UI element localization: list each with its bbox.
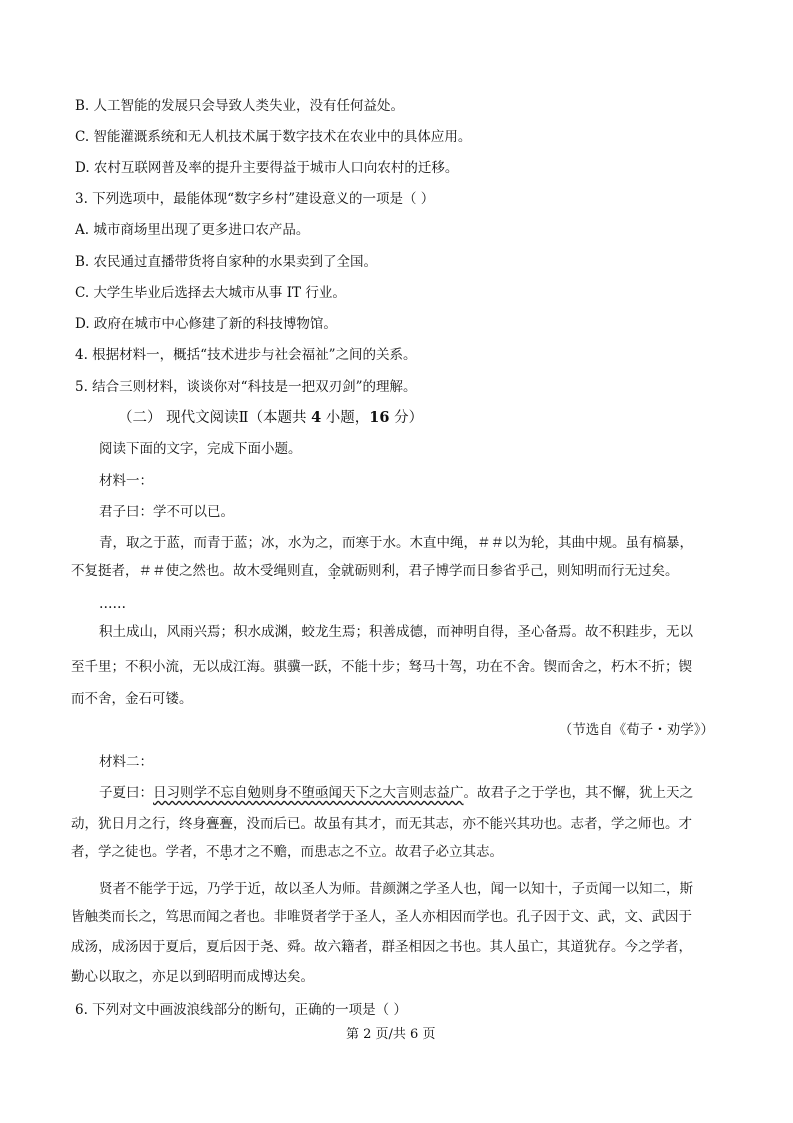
material1-p2-line2 [71, 561, 679, 581]
material1-p3-line1: 积土成山，风雨兴焉；积水成渊，蛟龙生焉；积善成德，而神明自得，圣心备焉。故不积跬步，无以 [99, 624, 693, 640]
section-title-c: 小题， [321, 410, 370, 426]
material2-p1-line3 [71, 842, 503, 862]
material2-p2-line4: 勤心以取之，亦足以到昭明而成博达矣。 [71, 969, 314, 985]
section-title [118, 408, 423, 428]
material1-p3-line2: 至千里；不积小流，无以成江海。骐骥一跃，不能十步；驽马十驾，功在不舍。锲而舍之，朽木不折；锲 [71, 659, 692, 675]
material1-p2-line2b: 就砺则利，君子博学而日参省乎己，则知明而行无过矣。 [341, 563, 679, 579]
question-3-stem: 3. 下列选项中，最能体现“数字乡村”建设意义的一项是（ ） [75, 191, 435, 207]
section-title-score: 16 [369, 409, 390, 426]
material2-p1-line3a: 者，学之徒也。学者，不 [71, 844, 220, 860]
option-q3-b: B. 农民通过直播带货将自家种的水果卖到了全国。 [75, 254, 378, 270]
question-6-stem: 6. 下列对文中画波浪线部分的断句，正确的一项是（ ） [75, 1002, 407, 1018]
emphasis-dot-char: 患 [219, 844, 233, 860]
material2-p2-line3: 成汤，成汤因于夏后，夏后因于尧、舜。故六籍者，群圣相因之书也。其人虽亡，其道犹存。今之学者， [71, 939, 692, 955]
option-q2-d: D. 农村互联网普及率的提升主要得益于城市人口向农村的迁移。 [75, 160, 459, 176]
section-title-count: 4 [311, 409, 322, 426]
material1-p1: 君子曰：学不可以已。 [99, 504, 234, 520]
option-q2-c: C. 智能灌溉系统和无人机技术属于数字技术在农业中的具体应用。 [75, 129, 472, 145]
material2-p1-line1 [99, 783, 693, 803]
wavy-underlined-passage: 日习则学不忘自勉则身不堕亟闻天下之大言则志益广 [153, 785, 464, 801]
emphasis-dot-char: 金 [327, 563, 341, 579]
question-4: 4. 根据材料一，概括“技术进步与社会福祉”之间的关系。 [75, 347, 417, 363]
material1-p2-line2a: 不复挺者，＃＃使之然也。故木受绳则直， [71, 563, 328, 579]
material1-p2-line1: 青，取之于蓝，而青于蓝；冰，水为之，而寒于水。木直中绳，＃＃以为轮，其曲中规。虽有槁暴， [99, 535, 693, 551]
material1-label: 材料一： [99, 473, 153, 489]
section-title-a: （二） 现代文阅读Ⅱ（本题共 [118, 410, 312, 426]
material2-label: 材料二： [99, 754, 153, 770]
section-instruction: 阅读下面的文字，完成下面小题。 [99, 441, 302, 457]
option-q3-c: C. 大学生毕业后选择去大城市从事 IT 行业。 [75, 285, 346, 301]
material2-p2-line2: 皆触类而长之，笃思而闻之者也。非唯贤者学于圣人，圣人亦相因而学也。孔子因于文、武，文、武因于 [71, 909, 692, 925]
option-q3-a: A. 城市商场里出现了更多进口农产品。 [75, 222, 310, 238]
material2-p1-line1b: 。故君子之于学也，其不懈，犹上天之 [463, 785, 693, 801]
section-title-e: 分） [389, 410, 424, 426]
question-5: 5. 结合三则材料，谈谈你对“科技是一把双刃剑”的理解。 [75, 379, 417, 395]
option-q2-b: B. 人工智能的发展只会导致人类失业，没有任何益处。 [75, 98, 405, 114]
material2-p1-line2: 动，犹日月之行，终身亹亹，没而后已。故虽有其才，而无其志，亦不能兴其功也。志者，学之师也。才 [71, 816, 692, 832]
material2-p1-line3b: 才之不赡，而患志之不立。故君子必立其志。 [233, 844, 503, 860]
material2-p2-line1: 贤者不能学于远，乃学于近，故以圣人为师。昔颜渊之学圣人也，闻一以知十，子贡闻一以知二，斯 [99, 881, 693, 897]
material1-ellipsis: …… [99, 596, 126, 612]
material2-p1-line1a: 子夏曰： [99, 785, 153, 801]
material1-p3-line3: 而不舍，金石可镂。 [71, 691, 193, 707]
option-q3-d: D. 政府在城市中心修建了新的科技博物馆。 [75, 316, 337, 332]
page-footer: 第 2 页/共 6 页 [346, 1027, 436, 1042]
material1-source: （节选自《荀子・劝学》） [558, 722, 714, 738]
